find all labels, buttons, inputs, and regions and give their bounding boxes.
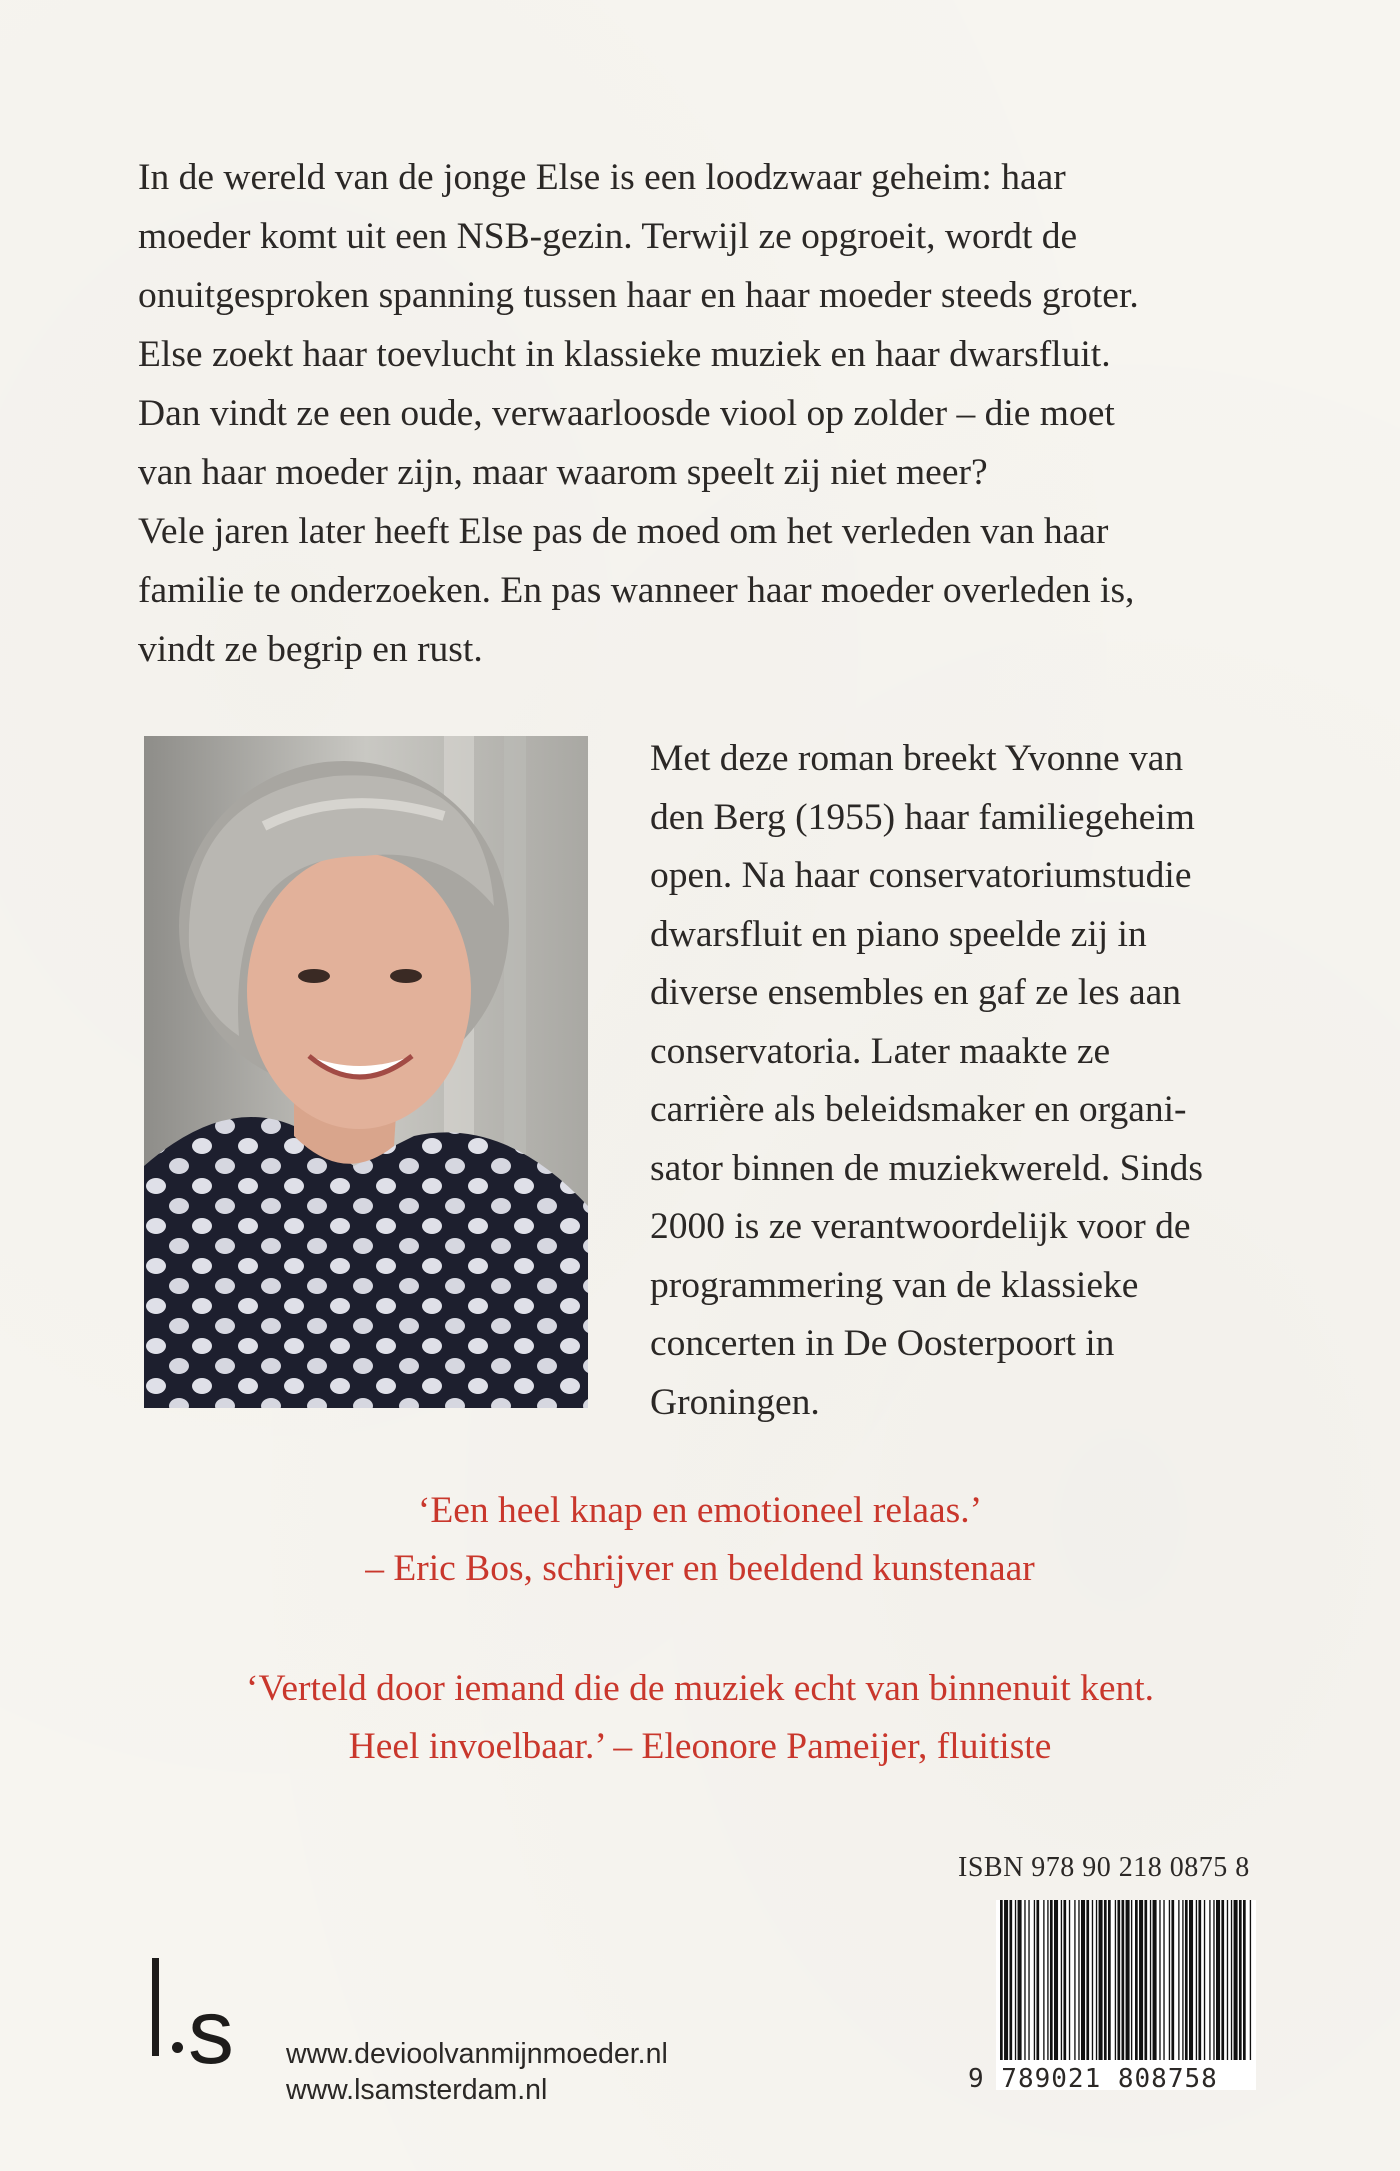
barcode-bar [1092, 1900, 1093, 2060]
bio-line: dwarsfluit en piano speelde zij in [650, 913, 1147, 955]
barcode-bar [1153, 1900, 1157, 2060]
blurb-line: van haar moeder zijn, maar waarom speelt zij niet meer? [138, 452, 988, 493]
logo-letter: s [188, 1981, 234, 2083]
blurb-line: Else zoekt haar toevlucht in klassieke muziek en haar dwarsfluit. [138, 334, 1111, 375]
blurb-line: In de wereld van de jonge Else is een loodzwaar geheim: haar [138, 157, 1066, 198]
barcode-bar [1204, 1900, 1205, 2060]
barcode-bar [1047, 1900, 1048, 2060]
barcode-bar [1069, 1900, 1070, 2060]
barcode-bar [1209, 1900, 1210, 2060]
review-quote [0, 1482, 1400, 1598]
bio-line: Groningen. [650, 1381, 820, 1423]
blurb-text [138, 148, 1278, 679]
barcode-bar [1015, 1900, 1016, 2060]
barcode-bar [1108, 1900, 1111, 2060]
quote-text: ‘Een heel knap en emotioneel relaas.’ [417, 1490, 983, 1531]
barcode-bar [1178, 1900, 1179, 2060]
barcode-bar [1239, 1900, 1242, 2060]
barcode-bar [1043, 1900, 1044, 2060]
barcode-bar [1009, 1900, 1012, 2060]
blurb-line: Vele jaren later heeft Else pas de moed om het verleden van haar [138, 511, 1109, 552]
barcode-bar [1115, 1900, 1116, 2060]
barcode-bar [1126, 1900, 1130, 2060]
author-bio [650, 730, 1290, 1432]
barcode-bar [1054, 1900, 1058, 2060]
barcode-bar [1135, 1900, 1138, 2060]
barcode-bar [1074, 1900, 1075, 2060]
barcode-bar [1036, 1900, 1039, 2060]
barcode-bar [1117, 1900, 1120, 2060]
barcode-bar [1078, 1900, 1079, 2060]
blurb-line: vindt ze begrip en rust. [138, 629, 483, 670]
barcode-bar [1227, 1900, 1228, 2060]
quote-attribution: Heel invoelbaar.’ – Eleonore Pameijer, fluitiste [348, 1726, 1052, 1767]
barcode-bar [1169, 1900, 1170, 2060]
bio-line: den Berg (1955) haar familiegeheim [650, 796, 1195, 838]
bio-line: 2000 is ze verantwoordelijk voor de [650, 1206, 1191, 1247]
barcode-bar [1050, 1900, 1053, 2060]
blurb-line: moeder komt uit een NSB-gezin. Terwijl ze opgroeit, wordt de [138, 216, 1078, 257]
barcode-bar [1024, 1900, 1025, 2060]
barcode-bar [1250, 1900, 1251, 2060]
barcode-bar [1000, 1900, 1003, 2060]
author-photo [144, 736, 588, 1408]
barcode-bar [1216, 1900, 1220, 2060]
barcode-bar [1122, 1900, 1125, 2060]
barcode-bar [1196, 1900, 1197, 2060]
barcode-bar [1189, 1900, 1193, 2060]
barcode-bar [1159, 1900, 1160, 2060]
review-quote [0, 1660, 1400, 1776]
logo-bar [152, 1958, 159, 2056]
blurb-line: onuitgesproken spanning tussen haar en haar moeder steeds groter. [138, 275, 1139, 316]
barcode-bar [1034, 1900, 1035, 2060]
barcode-bar [1163, 1900, 1164, 2060]
barcode-bar [1061, 1900, 1062, 2060]
bio-line: conservatoria. Later maakte ze [650, 1030, 1111, 1072]
bio-line: Met deze roman breekt Yvonne van [650, 738, 1184, 779]
barcode-bar [1086, 1900, 1089, 2060]
bio-line: programmering van de klassieke [650, 1264, 1139, 1306]
publisher-logo [150, 1958, 260, 2098]
barcode-bar [1081, 1900, 1085, 2060]
barcode-bar [1139, 1900, 1143, 2060]
barcode-bar [1018, 1900, 1022, 2060]
isbn-label: ISBN 978 90 218 0875 8 [958, 1852, 1250, 1883]
barcode-bar [1213, 1900, 1214, 2060]
barcode-bar [1104, 1900, 1107, 2060]
bio-line: carrière als beleidsmaker en organi- [650, 1089, 1187, 1130]
bio-line: diverse ensembles en gaf ze les aan [650, 972, 1182, 1013]
logo-dot [172, 2042, 183, 2053]
barcode [996, 1900, 1256, 2090]
barcode-bar [1198, 1900, 1201, 2060]
blurb-line: familie te onderzoeken. En pas wanneer haar moeder overleden is, [138, 570, 1135, 611]
barcode-bar [1243, 1900, 1246, 2060]
barcode-bar [1221, 1900, 1224, 2060]
blurb-line: Dan vindt ze een oude, verwaarloosde viool op zolder – die moet [138, 393, 1115, 434]
website-link[interactable]: www.devioolvanmijnmoeder.nl [286, 2038, 668, 2070]
barcode-bar [1131, 1900, 1132, 2060]
barcode-bar [1182, 1900, 1183, 2060]
barcode-bar [1099, 1900, 1103, 2060]
barcode-bar [1144, 1900, 1147, 2060]
bio-line: concerten in De Oosterpoort in [650, 1323, 1115, 1364]
barcode-digits: 9 789021 808758 [968, 2064, 1218, 2094]
barcode-bar [1150, 1900, 1151, 2060]
bio-line: open. Na haar conservatoriumstudie [650, 855, 1192, 896]
quote-attribution: – Eric Bos, schrijver en beeldend kunstenaar [365, 1548, 1035, 1589]
website-link[interactable]: www.lsamsterdam.nl [286, 2074, 548, 2106]
bio-line: sator binnen de muziekwereld. Sinds [650, 1147, 1203, 1189]
barcode-bar [1063, 1900, 1066, 2060]
barcode-bar [1096, 1900, 1097, 2060]
barcode-bar [1234, 1900, 1238, 2060]
barcode-bar [1231, 1900, 1232, 2060]
website-links [286, 2036, 668, 2108]
barcode-bar [1185, 1900, 1188, 2060]
quote-text: ‘Verteld door iemand die de muziek echt van binnenuit kent. [245, 1668, 1155, 1709]
barcode-bar [1028, 1900, 1029, 2060]
barcode-bar [1004, 1900, 1008, 2060]
barcode-bar [1171, 1900, 1174, 2060]
